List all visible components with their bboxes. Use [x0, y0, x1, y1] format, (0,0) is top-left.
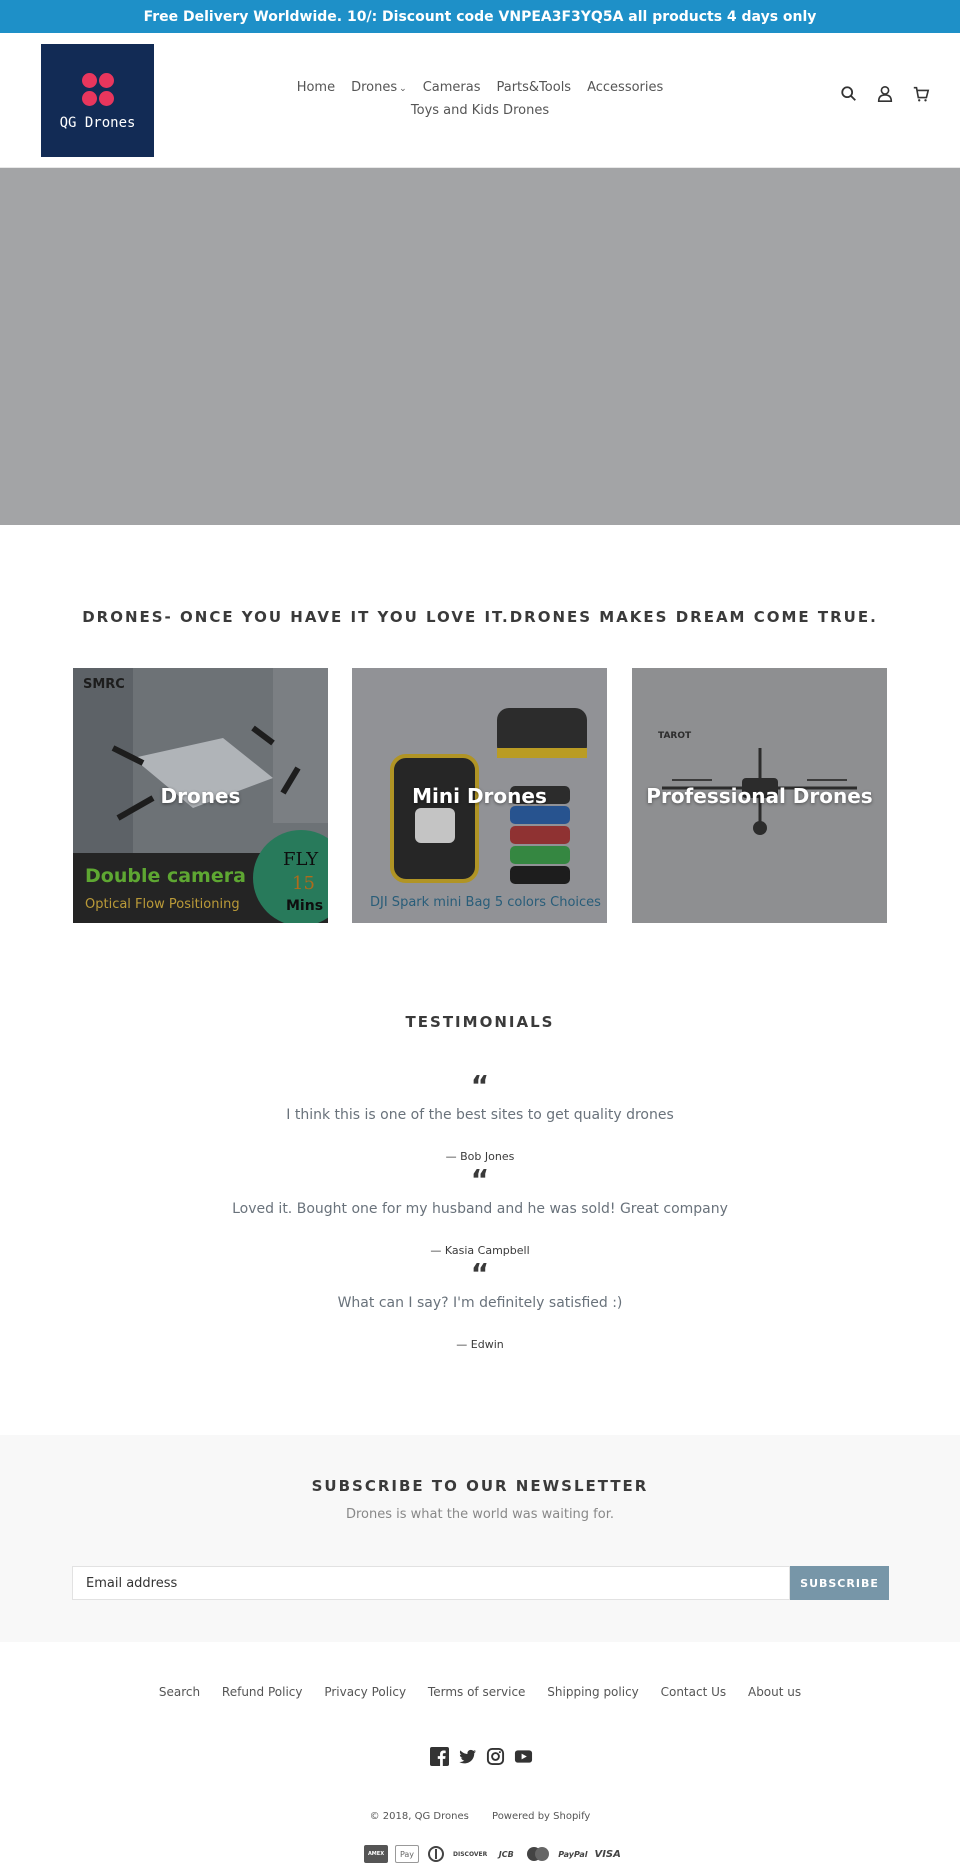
- nav-item-accessories[interactable]: Accessories: [587, 80, 664, 95]
- testimonial-author: — Kasia Campbell: [430, 1244, 530, 1257]
- logo[interactable]: [41, 44, 154, 157]
- collection-label: Professional Drones: [646, 783, 873, 808]
- account-icon[interactable]: [876, 85, 894, 103]
- chevron-down-icon: ⌄: [399, 84, 407, 94]
- featured-title: DRONES- ONCE YOU HAVE IT YOU LOVE IT.DRONES MAKES DREAM COME TRUE.: [82, 608, 878, 626]
- collection-label: Mini Drones: [412, 783, 547, 808]
- collection-card-mini-drones[interactable]: [352, 668, 607, 923]
- paypal-icon: PayPal: [558, 1849, 588, 1859]
- footer-links: [0, 1685, 960, 1699]
- instagram-icon[interactable]: [486, 1747, 505, 1766]
- copyright-text: © 2018, QG Drones: [369, 1811, 469, 1822]
- apple-pay-icon: Pay: [395, 1845, 419, 1863]
- footer-link-privacy-policy[interactable]: Privacy Policy: [324, 1685, 407, 1699]
- newsletter-subtitle: Drones is what the world was waiting for.: [345, 1507, 614, 1522]
- quote-icon: “: [470, 1069, 490, 1102]
- visa-icon: VISA: [594, 1848, 621, 1860]
- powered-by-link[interactable]: Powered by Shopify: [492, 1811, 591, 1822]
- subscribe-button[interactable]: SUBSCRIBE: [790, 1566, 889, 1600]
- footer-link-refund-policy[interactable]: Refund Policy: [221, 1685, 303, 1699]
- nav-item-drones[interactable]: [351, 77, 407, 100]
- testimonial-quote: Loved it. Bought one for my husband and he was sold! Great company: [232, 1201, 728, 1217]
- nav-item-toys-kids-drones[interactable]: Toys and Kids Drones: [410, 103, 550, 118]
- footer-link-contact[interactable]: Contact Us: [660, 1685, 727, 1699]
- email-input[interactable]: [72, 1566, 790, 1600]
- cart-icon[interactable]: [912, 85, 930, 103]
- drone-logo-icon: [78, 71, 118, 111]
- header-icons: [840, 85, 930, 103]
- announcement-text: Free Delivery Worldwide. 10/: Discount code VNPEA3F3YQ5A all products 4 days only: [143, 8, 817, 25]
- testimonial-quote: What can I say? I'm definitely satisfied :): [337, 1295, 623, 1311]
- discover-icon: DISCOVER: [453, 1850, 488, 1858]
- main-nav: [270, 77, 690, 122]
- footer-link-terms[interactable]: Terms of service: [427, 1685, 526, 1699]
- facebook-icon[interactable]: [430, 1747, 449, 1766]
- nav-item-parts-tools[interactable]: Parts&Tools: [496, 80, 572, 95]
- quote-icon: “: [470, 1163, 490, 1196]
- collection-card-drones[interactable]: [73, 668, 328, 923]
- social-icons: [430, 1747, 533, 1766]
- amex-icon: AMEX: [364, 1845, 388, 1863]
- announcement-bar: [0, 0, 960, 33]
- newsletter-title: SUBSCRIBE TO OUR NEWSLETTER: [311, 1477, 649, 1495]
- newsletter-section: [0, 1435, 960, 1642]
- diners-club-icon: [426, 1845, 446, 1863]
- logo-text: QG Drones: [59, 114, 136, 131]
- mastercard-icon: [525, 1845, 551, 1863]
- nav-item-cameras[interactable]: Cameras: [422, 80, 481, 95]
- testimonial-author: — Bob Jones: [445, 1150, 515, 1163]
- nav-item-home[interactable]: Home: [296, 80, 336, 95]
- footer-link-search[interactable]: Search: [158, 1685, 201, 1699]
- twitter-icon[interactable]: [458, 1747, 477, 1766]
- footer-link-about[interactable]: About us: [747, 1685, 802, 1699]
- site-header: [0, 33, 960, 168]
- copyright: [0, 1811, 960, 1822]
- testimonials-title: TESTIMONIALS: [405, 1013, 555, 1031]
- nav-item-drones-label: Drones: [351, 80, 398, 95]
- collection-label: Drones: [160, 783, 241, 808]
- footer-link-shipping-policy[interactable]: Shipping policy: [547, 1685, 639, 1699]
- youtube-icon[interactable]: [514, 1747, 533, 1766]
- jcb-icon: JCB: [498, 1849, 514, 1859]
- collection-card-professional-drones[interactable]: [632, 668, 887, 923]
- hero-slideshow: [0, 168, 960, 525]
- testimonial-quote: I think this is one of the best sites to get quality drones: [286, 1107, 674, 1123]
- testimonial-author: — Edwin: [456, 1338, 504, 1351]
- quote-icon: “: [470, 1257, 490, 1290]
- email-placeholder: Email address: [86, 1575, 178, 1591]
- search-icon[interactable]: [840, 85, 858, 103]
- payment-icons: [364, 1845, 621, 1863]
